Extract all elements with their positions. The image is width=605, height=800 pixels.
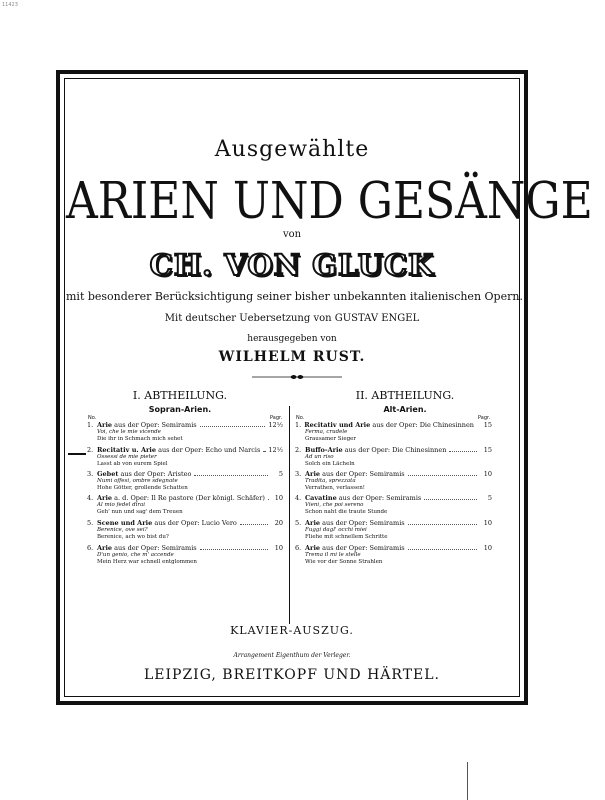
entry-number: 5. xyxy=(87,519,94,527)
entry-italian-incipit: Voi, che le mie vicende xyxy=(97,429,161,435)
translation-credit: Mit deutscher Uebersetzung von GUSTAV ENGEL xyxy=(164,313,420,324)
entry-italian-incipit: Ferma, crudele xyxy=(305,429,348,435)
entry-number: 2. xyxy=(87,446,94,454)
entry-type: Scene und Arie xyxy=(97,519,153,527)
entry-title: aus der Oper: Die Chinesinnen xyxy=(344,446,447,454)
entry-type: Recitativ u. Arie xyxy=(97,446,157,454)
publisher: LEIPZIG, BREITKOPF UND HÄRTEL. xyxy=(143,667,440,683)
entry-italian-incipit: Ad un riso xyxy=(305,454,334,460)
list-item xyxy=(295,494,492,516)
entry-italian-incipit: Ossessi de mie pieter xyxy=(97,454,157,460)
col1-no-label: No. xyxy=(88,415,97,421)
leader-dots xyxy=(408,524,477,525)
leader-dots xyxy=(240,524,268,525)
entry-page: 12½ xyxy=(268,421,283,429)
entry-title: aus der Oper: Semiramis xyxy=(322,519,405,527)
entry-italian-incipit: D'un genio, che m' accende xyxy=(97,552,174,558)
entry-page: 15 xyxy=(483,446,492,454)
entry-title: aus der Oper: Semiramis xyxy=(114,544,197,552)
entry-type: Arie xyxy=(305,519,321,527)
leader-dots xyxy=(408,475,477,476)
leader-dots xyxy=(449,451,477,452)
catalog-mark: 11423 xyxy=(2,2,18,8)
composer-name xyxy=(66,248,518,282)
composer-text: CH. VON GLUCK xyxy=(149,248,435,282)
entry-page: 15 xyxy=(483,421,492,429)
entry-italian-incipit: Trema il mi le stelle xyxy=(305,552,361,558)
entry-german-incipit: Schon naht die traute Stunde xyxy=(305,509,388,515)
entry-page: 12½ xyxy=(268,446,283,454)
list-item xyxy=(87,519,283,541)
entry-number: 2. xyxy=(295,446,302,454)
entry-page: 5 xyxy=(278,470,283,478)
entry-italian-incipit: Numi offesi, ombre sdegnate xyxy=(97,478,178,484)
entry-number: 6. xyxy=(87,544,94,552)
section1-subheading: Sopran-Arien. xyxy=(148,405,212,414)
entry-german-incipit: Berenice, ach wo bist du? xyxy=(97,534,169,540)
entry-italian-incipit: Tradita, sprezzata xyxy=(305,478,356,484)
list-item xyxy=(87,494,283,516)
entry-type: Arie xyxy=(97,421,113,429)
entry-number: 5. xyxy=(295,519,302,527)
entry-page: 10 xyxy=(483,544,492,552)
entry-number: 4. xyxy=(295,494,302,502)
entry-page: 10 xyxy=(274,494,283,502)
col2-no-label: No. xyxy=(296,415,305,421)
entry-title: aus der Oper: Semiramis xyxy=(114,421,197,429)
entry-german-incipit: Lasst ab von eurem Spiel xyxy=(97,461,168,467)
entry-page: 20 xyxy=(274,519,283,527)
entry-number: 4. xyxy=(87,494,94,502)
entry-type: Arie xyxy=(305,470,321,478)
entry-page: 10 xyxy=(274,544,283,552)
list-item xyxy=(295,519,492,541)
entry-number: 3. xyxy=(295,470,302,478)
entry-title: aus der Oper: Semiramis xyxy=(322,544,405,552)
leader-dots xyxy=(424,499,477,500)
entry-german-incipit: Wie vor der Sonne Strahlen xyxy=(305,559,383,565)
entry-type: Arie xyxy=(97,544,113,552)
entry-number: 1. xyxy=(295,421,302,429)
entry-german-incipit: Verrathen, verlassen! xyxy=(305,485,365,491)
list-item xyxy=(295,421,492,443)
list-item xyxy=(87,446,283,468)
entry-german-incipit: Solch ein Lächeln xyxy=(305,461,355,467)
ornament-divider xyxy=(252,373,342,381)
section2-subheading: Alt-Arien. xyxy=(383,405,427,414)
entry-german-incipit: Geh' nun und sag' dem Treuen xyxy=(97,509,183,515)
entry-page: 5 xyxy=(487,494,492,502)
entry-german-incipit: Grausamer Sieger xyxy=(305,436,356,442)
leader-dots xyxy=(200,549,268,550)
entry-title: aus der Oper: Lucio Vero xyxy=(154,519,237,527)
col2-page-label: Pagr. xyxy=(478,415,491,421)
entry-type: Gebet xyxy=(97,470,119,478)
col1-page-label: Pagr. xyxy=(270,415,283,421)
entry-title: aus der Oper: Semiramis xyxy=(338,494,422,502)
by-label: von xyxy=(282,229,302,240)
list-item xyxy=(295,446,492,468)
entry-title: aus der Oper: Echo und Narcis xyxy=(158,446,261,454)
list-item xyxy=(87,470,283,492)
entry-page: 10 xyxy=(483,519,492,527)
klavier-auszug: KLAVIER-AUSZUG. xyxy=(230,624,354,637)
list-item xyxy=(295,544,492,566)
entry-german-incipit: Mein Herz war schnell entglommen xyxy=(97,559,197,565)
column-divider xyxy=(289,406,290,624)
entry-italian-incipit: Vieni, che poi sereno xyxy=(305,502,364,508)
property-notice: Arrangement Eigenthum der Verleger. xyxy=(233,652,351,659)
entry-type: Recitativ und Arie xyxy=(304,421,371,429)
entry-title: aus der Oper: Semiramis xyxy=(322,470,405,478)
leader-dots xyxy=(263,451,265,452)
entry-title: aus der Oper: Aristeo xyxy=(120,470,192,478)
entry-page: 10 xyxy=(483,470,492,478)
editor-name: WILHELM RUST. xyxy=(218,349,366,365)
edited-by-label: herausgegeben von xyxy=(247,334,337,344)
leader-dots xyxy=(408,549,477,550)
entry-italian-incipit: Fuggi dagl' occhi miei xyxy=(305,527,367,533)
entry-type: Arie xyxy=(305,544,321,552)
entry-type: Cavatine xyxy=(305,494,337,502)
entry-title: a. d. Oper: Il Re pastore (Der königl. Schäfer) xyxy=(114,494,265,502)
entry-title: aus der Oper: Die Chinesinnen xyxy=(372,421,474,429)
entry-italian-incipit: Al mio fedel dirai xyxy=(97,502,146,508)
entry-type: Arie xyxy=(97,494,113,502)
entry-german-incipit: Hohe Götter, grollende Schatten xyxy=(97,485,188,491)
entry-number: 3. xyxy=(87,470,94,478)
entry-german-incipit: Die ihr in Schmach mich sehet xyxy=(97,436,183,442)
entry-type: Buffo-Arie xyxy=(305,446,343,454)
title-top: Ausgewählte xyxy=(214,137,370,162)
underline-marker xyxy=(68,453,86,455)
subtitle: mit besonderer Berücksichtigung seiner bisher unbekannten italienischen Opern. xyxy=(66,290,523,303)
entry-italian-incipit: Berenice, ove sei? xyxy=(97,527,148,533)
entry-german-incipit: Fliehe mit schnellem Schritte xyxy=(305,534,388,540)
section2-heading: II. ABTHEILUNG. xyxy=(355,389,455,402)
list-item xyxy=(87,544,283,566)
entry-number: 1. xyxy=(87,421,94,429)
leader-dots xyxy=(194,475,268,476)
entry-number: 6. xyxy=(295,544,302,552)
inner-border xyxy=(64,78,593,697)
margin-line xyxy=(467,762,468,800)
title-main: ARIEN UND GESÄNGE xyxy=(66,172,593,231)
list-item xyxy=(87,421,283,443)
leader-dots xyxy=(200,426,266,427)
list-item xyxy=(295,470,492,492)
section1-heading: I. ABTHEILUNG. xyxy=(132,389,228,402)
